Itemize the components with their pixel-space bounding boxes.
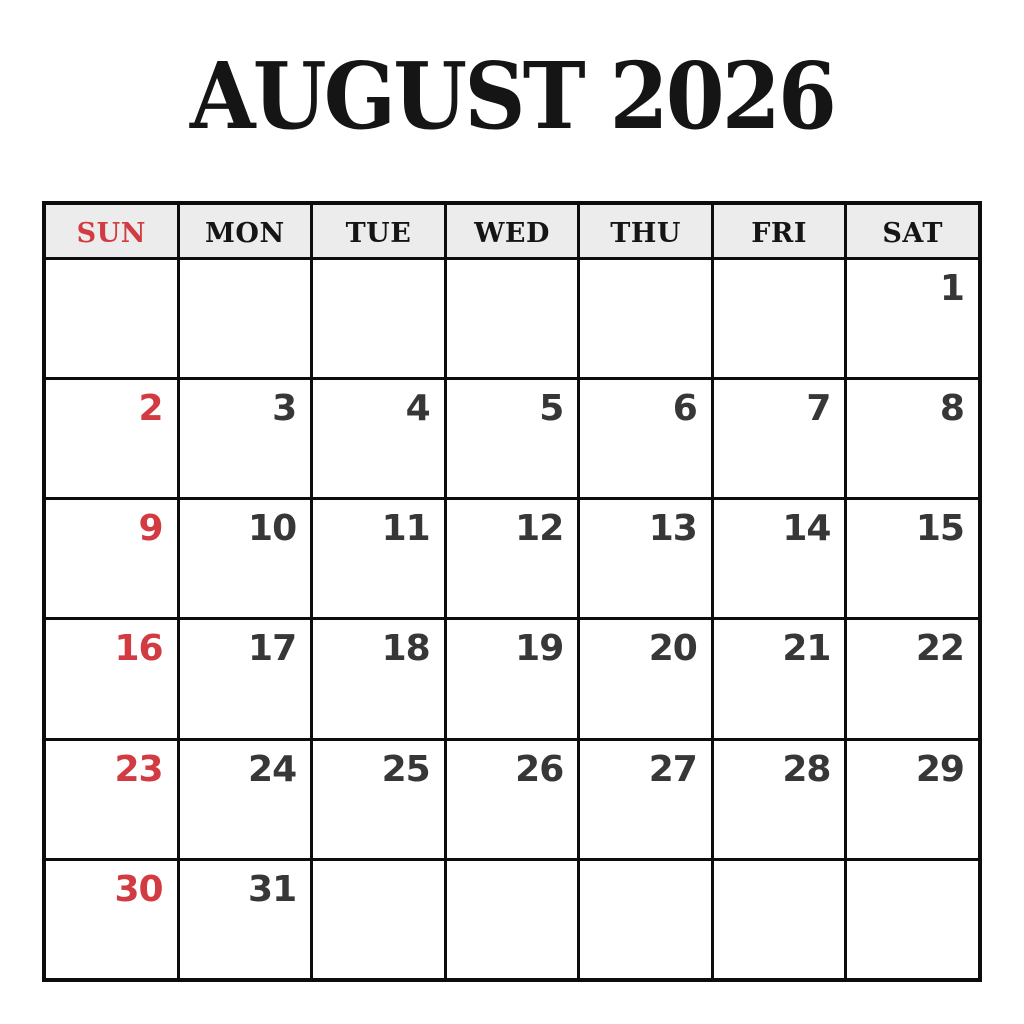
day-cell	[847, 741, 978, 858]
calendar-grid	[42, 201, 982, 982]
day-number: 19	[515, 628, 564, 670]
day-number: 23	[114, 748, 163, 790]
day-number: 21	[782, 628, 831, 670]
week-row	[46, 861, 978, 978]
day-number: 25	[381, 748, 430, 790]
day-cell	[714, 380, 845, 497]
day-cell	[447, 260, 578, 377]
day-cell	[580, 741, 711, 858]
day-cell	[313, 620, 444, 737]
day-number: 11	[381, 508, 430, 550]
day-cell	[847, 620, 978, 737]
week-row	[46, 741, 978, 858]
day-cell	[580, 500, 711, 617]
day-number: 6	[672, 388, 697, 430]
day-cell	[714, 861, 845, 978]
day-cell	[847, 861, 978, 978]
day-number: 28	[782, 748, 831, 790]
day-cell	[714, 620, 845, 737]
weekday-header-fri: FRI	[714, 205, 845, 257]
day-cell	[580, 620, 711, 737]
day-number: 1	[939, 268, 964, 309]
day-cell	[180, 861, 311, 978]
day-number: 30	[114, 868, 163, 910]
day-cell	[447, 861, 578, 978]
day-cell	[46, 741, 177, 858]
day-cell	[313, 741, 444, 858]
day-number: 2	[138, 388, 163, 430]
day-number: 8	[939, 388, 964, 430]
day-number: 22	[915, 628, 964, 670]
day-cell	[847, 500, 978, 617]
day-cell	[847, 380, 978, 497]
day-cell	[847, 260, 978, 377]
day-number: 7	[806, 388, 831, 430]
day-number: 5	[539, 388, 564, 430]
day-cell	[46, 260, 177, 377]
day-number: 26	[515, 748, 564, 790]
day-number: 20	[648, 628, 697, 670]
day-number: 9	[138, 508, 163, 550]
day-cell	[580, 861, 711, 978]
day-number: 24	[248, 748, 297, 790]
day-cell	[180, 741, 311, 858]
day-cell	[180, 620, 311, 737]
day-cell	[580, 380, 711, 497]
weekday-header-thu: THU	[580, 205, 711, 257]
day-cell	[46, 861, 177, 978]
day-number: 10	[248, 508, 297, 550]
day-cell	[313, 500, 444, 617]
day-cell	[180, 260, 311, 377]
weekday-header-sat: SAT	[847, 205, 978, 257]
day-cell	[313, 260, 444, 377]
weekday-header-sun: SUN	[46, 205, 177, 257]
week-row	[46, 500, 978, 617]
day-cell	[180, 380, 311, 497]
day-number: 17	[248, 628, 297, 670]
day-number: 27	[648, 748, 697, 790]
week-row	[46, 380, 978, 497]
day-cell	[580, 260, 711, 377]
day-number: 18	[381, 628, 430, 670]
day-number: 13	[648, 508, 697, 550]
page-title: AUGUST 2026	[189, 42, 835, 150]
day-number: 3	[272, 388, 297, 430]
day-cell	[447, 620, 578, 737]
day-cell	[46, 620, 177, 737]
day-cell	[447, 500, 578, 617]
day-cell	[447, 380, 578, 497]
weekday-header-row	[46, 205, 978, 257]
day-cell	[447, 741, 578, 858]
day-number: 4	[405, 388, 430, 430]
day-number: 16	[114, 628, 163, 670]
weekday-header-tue: TUE	[313, 205, 444, 257]
day-number: 14	[782, 508, 831, 550]
weekday-header-mon: MON	[180, 205, 311, 257]
day-number: 12	[515, 508, 564, 550]
week-row	[46, 620, 978, 737]
day-number: 15	[915, 508, 964, 550]
day-cell	[46, 500, 177, 617]
day-cell	[313, 380, 444, 497]
day-cell	[313, 861, 444, 978]
day-cell	[46, 380, 177, 497]
day-cell	[180, 500, 311, 617]
day-cell	[714, 260, 845, 377]
day-cell	[714, 500, 845, 617]
day-cell	[714, 741, 845, 858]
day-number: 31	[248, 868, 297, 910]
day-number: 29	[915, 748, 964, 790]
weekday-header-wed: WED	[447, 205, 578, 257]
week-row	[46, 260, 978, 377]
